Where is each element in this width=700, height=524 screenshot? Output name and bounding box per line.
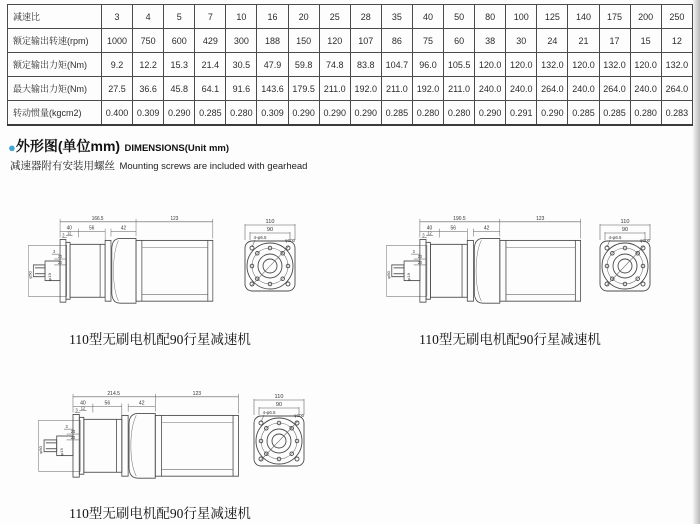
svg-text:90: 90	[275, 402, 283, 408]
flange-face-outline	[600, 241, 650, 291]
cell-value: 0.283	[661, 101, 692, 126]
cell-value: 16	[257, 5, 288, 29]
svg-text:90: 90	[621, 227, 629, 233]
row-label: 减速比	[8, 5, 102, 29]
cell-value: 120	[319, 29, 350, 53]
svg-text:3: 3	[53, 248, 56, 255]
svg-text:123: 123	[170, 215, 179, 222]
front-view-drawing-1	[239, 216, 301, 311]
cell-value: 15.3	[164, 53, 195, 77]
cell-value: 120.0	[630, 53, 661, 77]
cell-value: 30	[506, 29, 537, 53]
cell-value: 0.280	[412, 101, 443, 126]
cell-value: 74.8	[319, 53, 350, 77]
svg-text:φ19: φ19	[59, 448, 64, 456]
cell-value: 5	[164, 5, 195, 29]
cell-value: 0.290	[537, 101, 568, 126]
drawing-caption-3: 110型无刷电机配90行星减速机	[69, 506, 251, 521]
svg-text:42: 42	[120, 225, 127, 232]
cell-value: 104.7	[381, 53, 412, 77]
drawing-caption-2: 110型无刷电机配90行星减速机	[419, 332, 601, 347]
cell-value: 179.5	[288, 77, 319, 101]
table-row	[8, 5, 693, 29]
subtitle-en: Mounting screws are included with gearhead	[119, 161, 308, 172]
svg-text:20: 20	[58, 253, 63, 260]
cell-value: 211.0	[319, 77, 350, 101]
cell-value: 0.309	[133, 101, 164, 126]
cell-value: 120.0	[568, 53, 599, 77]
table-row	[8, 101, 693, 126]
cell-value: 192.0	[350, 77, 381, 101]
cell-value: 36.6	[133, 77, 164, 101]
cell-value: 4	[133, 5, 164, 29]
motor-gearhead-outline	[387, 238, 581, 303]
cell-value: 120.0	[506, 53, 537, 77]
cell-value: 132.0	[599, 53, 630, 77]
cell-value: 0.290	[319, 101, 350, 126]
svg-text:123: 123	[192, 390, 202, 397]
cell-value: 211.0	[444, 77, 475, 101]
cell-value: 125	[537, 5, 568, 29]
cell-value: 59.8	[288, 53, 319, 77]
svg-text:166.5: 166.5	[91, 215, 104, 222]
svg-text:3: 3	[75, 407, 78, 413]
cell-value: 0.309	[257, 101, 288, 126]
cell-value: 83.8	[350, 53, 381, 77]
subtitle-cn: 减速器附有安装用螺丝	[10, 160, 115, 172]
section-title-en: DIMENSIONS(Unit mm)	[124, 143, 230, 154]
side-view-drawing-2	[383, 212, 585, 310]
cell-value: 80	[475, 5, 506, 29]
cell-value: 175	[599, 5, 630, 29]
svg-text:4-φ6.5: 4-φ6.5	[262, 410, 276, 415]
cell-value: 240.0	[475, 77, 506, 101]
svg-text:3: 3	[412, 248, 415, 255]
svg-text:12: 12	[80, 405, 86, 411]
cell-value: 0.285	[195, 101, 226, 126]
svg-text:20: 20	[58, 259, 63, 266]
svg-text:φ100: φ100	[284, 238, 296, 243]
cell-value: 17	[599, 29, 630, 53]
cell-value: 429	[195, 29, 226, 53]
cell-value: 40	[412, 5, 443, 29]
cell-value: 30.5	[226, 53, 257, 77]
cell-value: 27.5	[102, 77, 133, 101]
flange-face-outline	[245, 241, 295, 291]
svg-text:φ50: φ50	[28, 271, 33, 279]
svg-text:123: 123	[536, 215, 545, 222]
svg-text:φ100: φ100	[639, 238, 651, 243]
cell-value: 192.0	[412, 77, 443, 101]
cell-value: 0.290	[288, 101, 319, 126]
cell-value: 240.0	[630, 77, 661, 101]
side-view-drawing-1	[25, 212, 217, 310]
table-row	[8, 29, 693, 53]
shaft-diameter-labels	[28, 270, 52, 280]
table-row	[8, 77, 693, 101]
svg-text:4-φ6.5: 4-φ6.5	[608, 235, 622, 240]
cell-value: 150	[288, 29, 319, 53]
table-row	[8, 53, 693, 77]
svg-text:20: 20	[417, 253, 423, 260]
svg-text:56: 56	[104, 400, 111, 407]
svg-text:φ19: φ19	[406, 273, 412, 281]
cell-value: 91.6	[226, 77, 257, 101]
cell-value: 0.285	[599, 101, 630, 126]
cell-value: 20	[288, 5, 319, 29]
cell-value: 9.2	[102, 53, 133, 77]
page-edge-shadow	[692, 0, 700, 524]
cell-value: 0.290	[350, 101, 381, 126]
svg-text:110: 110	[620, 219, 630, 225]
cell-value: 96.0	[412, 53, 443, 77]
svg-text:90: 90	[266, 227, 274, 233]
cell-value: 211.0	[381, 77, 412, 101]
cell-value: 21	[568, 29, 599, 53]
cell-value: 0.280	[226, 101, 257, 126]
svg-text:φ50: φ50	[386, 271, 391, 279]
cell-value: 0.290	[164, 101, 195, 126]
cell-value: 600	[164, 29, 195, 53]
svg-text:42: 42	[138, 400, 145, 407]
cell-value: 7	[195, 5, 226, 29]
svg-text:214.5: 214.5	[107, 390, 121, 397]
svg-text:3: 3	[65, 424, 68, 430]
front-view-drawing-3	[248, 391, 310, 486]
cell-value: 140	[568, 5, 599, 29]
cell-value: 15	[630, 29, 661, 53]
section-bullet-icon: ●	[8, 140, 16, 155]
cell-value: 12.2	[133, 53, 164, 77]
svg-text:4-φ6.5: 4-φ6.5	[253, 235, 267, 240]
shaft-diameter-labels	[386, 270, 411, 280]
cell-value: 264.0	[661, 77, 692, 101]
svg-text:φ19: φ19	[47, 273, 52, 281]
cell-value: 750	[133, 29, 164, 53]
motor-gearhead-outline	[39, 413, 239, 478]
cell-value: 86	[381, 29, 412, 53]
cell-value: 12	[661, 29, 692, 53]
svg-text:40: 40	[426, 225, 433, 232]
shaft-diameter-labels	[38, 445, 64, 455]
cell-value: 0.290	[475, 101, 506, 126]
cell-value: 38	[475, 29, 506, 53]
svg-text:φ100: φ100	[293, 413, 305, 418]
svg-text:3: 3	[62, 232, 65, 238]
cell-value: 35	[381, 5, 412, 29]
cell-value: 50	[444, 5, 475, 29]
front-view-drawing-2	[594, 216, 656, 311]
cell-value: 10	[226, 5, 257, 29]
cell-value: 250	[661, 5, 692, 29]
svg-text:20: 20	[70, 434, 76, 440]
cell-value: 264.0	[599, 77, 630, 101]
svg-text:56: 56	[450, 225, 456, 232]
svg-text:20: 20	[70, 428, 76, 435]
row-label: 额定输出力矩(Nm)	[8, 53, 102, 77]
svg-text:12: 12	[67, 230, 72, 236]
spec-table	[7, 4, 693, 126]
svg-text:110: 110	[274, 394, 284, 400]
spec-table-body	[8, 5, 693, 126]
cell-value: 28	[350, 5, 381, 29]
cell-value: 0.280	[444, 101, 475, 126]
svg-text:42: 42	[483, 225, 490, 232]
cell-value: 47.9	[257, 53, 288, 77]
cell-value: 240.0	[506, 77, 537, 101]
cell-value: 45.8	[164, 77, 195, 101]
cell-value: 188	[257, 29, 288, 53]
cell-value: 120.0	[475, 53, 506, 77]
svg-text:12: 12	[427, 230, 432, 236]
cell-value: 24	[537, 29, 568, 53]
motor-gearhead-outline	[28, 238, 212, 303]
row-label: 最大输出力矩(Nm)	[8, 77, 102, 101]
svg-text:3: 3	[422, 232, 425, 238]
cell-value: 1000	[102, 29, 133, 53]
section-title-cn: 外形图(单位mm)	[15, 138, 121, 154]
cell-value: 21.4	[195, 53, 226, 77]
cell-value: 107	[350, 29, 381, 53]
section-subtitle	[10, 156, 307, 174]
svg-text:40: 40	[80, 400, 86, 407]
cell-value: 143.6	[257, 77, 288, 101]
cell-value: 0.285	[381, 101, 412, 126]
cell-value: 0.280	[630, 101, 661, 126]
cell-value: 0.285	[568, 101, 599, 126]
cell-value: 200	[630, 5, 661, 29]
drawing-caption-1: 110型无刷电机配90行星减速机	[69, 332, 251, 347]
svg-text:110: 110	[265, 219, 275, 225]
cell-value: 240.0	[568, 77, 599, 101]
side-view-drawing-3	[35, 387, 243, 485]
cell-value: 132.0	[537, 53, 568, 77]
row-label: 转动惯量(kgcm2)	[8, 101, 102, 126]
cell-value: 75	[412, 29, 443, 53]
svg-text:40: 40	[66, 225, 72, 232]
row-label: 额定输出转速(rpm)	[8, 29, 102, 53]
cell-value: 300	[226, 29, 257, 53]
svg-text:φ50: φ50	[38, 446, 44, 454]
cell-value: 100	[506, 5, 537, 29]
svg-text:20: 20	[417, 259, 423, 265]
cell-value: 105.5	[444, 53, 475, 77]
flange-face-outline	[254, 416, 304, 466]
cell-value: 60	[444, 29, 475, 53]
section-header	[8, 136, 229, 156]
svg-text:56: 56	[89, 225, 95, 232]
cell-value: 0.291	[506, 101, 537, 126]
svg-text:190.5: 190.5	[453, 215, 466, 222]
cell-value: 3	[102, 5, 133, 29]
cell-value: 132.0	[661, 53, 692, 77]
cell-value: 264.0	[537, 77, 568, 101]
cell-value: 25	[319, 5, 350, 29]
cell-value: 64.1	[195, 77, 226, 101]
cell-value: 0.400	[102, 101, 133, 126]
